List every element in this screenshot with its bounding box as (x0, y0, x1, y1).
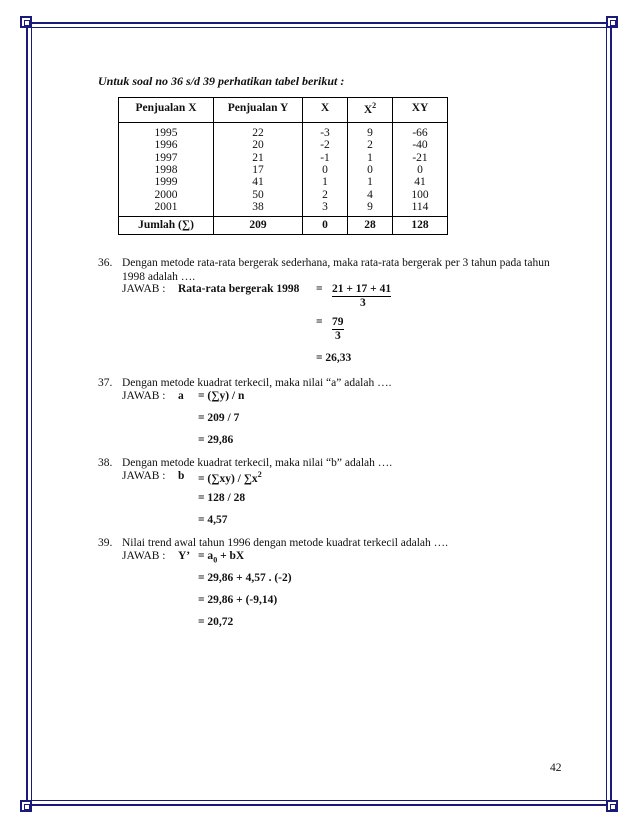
table-cell: 2 (303, 189, 348, 201)
corner-ornament (606, 800, 618, 812)
formula-text: = (∑xy) / ∑x (198, 472, 258, 485)
table-cell: 41 (393, 176, 448, 188)
fraction-denominator: 3 (335, 330, 341, 342)
table-cell: 1999 (119, 176, 214, 188)
intro-text: Untuk soal no 36 s/d 39 perhatikan tabel berikut : (98, 74, 345, 88)
question-number: 39. (98, 537, 113, 549)
corner-ornament (20, 16, 32, 28)
table-cell: 1995 (119, 122, 214, 139)
answer-label: Rata-rata bergerak 1998 (178, 283, 300, 295)
table-cell: -40 (393, 139, 448, 151)
fraction-numerator: 79 (332, 316, 344, 328)
corner-ornament (20, 800, 32, 812)
table-cell: 9 (348, 122, 393, 139)
total-label: Jumlah (∑) (119, 216, 214, 234)
answer-step (198, 550, 244, 564)
table-cell: 2 (348, 139, 393, 151)
header-xy: XY (393, 98, 448, 123)
formula-text: = a (198, 550, 214, 562)
table-cell: 4 (348, 189, 393, 201)
question-text: Dengan metode rata-rata bergerak sederhana, maka rata-rata bergerak per 3 tahun pada tahun 1998 adalah …. (122, 257, 550, 283)
answer-step: = 128 / 28 (198, 492, 246, 504)
fraction-numerator: 21 + 17 + 41 (332, 283, 392, 295)
corner-ornament (606, 16, 618, 28)
answer-variable: a (178, 390, 184, 402)
question-number: 37. (98, 377, 113, 389)
table-cell: 20 (214, 139, 303, 151)
jawab-label: JAWAB : (122, 283, 166, 295)
jawab-label: JAWAB : (122, 390, 166, 402)
total-cell: 128 (393, 216, 448, 234)
question-text: Dengan metode kuadrat terkecil, maka nilai “b” adalah …. (122, 457, 393, 469)
equals-sign: = (316, 316, 323, 328)
question-number: 38. (98, 457, 113, 469)
table-header-row (119, 98, 448, 123)
header-x-squared: $X^2$ (348, 98, 393, 123)
table-cell: 17 (214, 164, 303, 176)
table-row (119, 122, 448, 139)
table-cell: 1997 (119, 152, 214, 164)
total-cell: 209 (214, 216, 303, 234)
table-cell: 22 (214, 122, 303, 139)
superscript: 2 (257, 470, 262, 479)
table-cell: 114 (393, 201, 448, 216)
page-number: 42 (550, 762, 562, 774)
jawab-label: JAWAB : (122, 470, 166, 482)
table-cell: 9 (348, 201, 393, 216)
subscript: 0 (213, 555, 218, 565)
table-total-row (119, 216, 448, 234)
answer-step: = 209 / 7 (198, 412, 240, 424)
sales-table (118, 97, 448, 235)
table-cell: 1 (348, 152, 393, 164)
question-number: 36. (98, 257, 113, 269)
answer-result: = 4,57 (198, 514, 228, 526)
table-cell: 0 (303, 164, 348, 176)
answer-step (198, 470, 262, 485)
answer-result: = 29,86 (198, 434, 234, 446)
table-cell: 0 (393, 164, 448, 176)
answer-step: = 29,86 + (-9,14) (198, 594, 278, 606)
equals-sign: = (316, 283, 323, 295)
superscript: 2 (372, 101, 377, 110)
table-row (119, 189, 448, 201)
answer-variable: b (178, 470, 185, 482)
table-cell: 0 (348, 164, 393, 176)
table-row (119, 176, 448, 188)
question-text: Dengan metode kuadrat terkecil, maka nilai “a” adalah …. (122, 377, 392, 389)
question-text: Nilai trend awal tahun 1996 dengan metode kuadrat terkecil adalah …. (122, 537, 449, 549)
table-cell: 1 (348, 176, 393, 188)
table-cell: -2 (303, 139, 348, 151)
total-cell: 0 (303, 216, 348, 234)
table-row (119, 201, 448, 216)
table-cell: 38 (214, 201, 303, 216)
table-cell: 50 (214, 189, 303, 201)
fraction-denominator: 3 (360, 297, 366, 309)
header-x: X (303, 98, 348, 123)
total-cell: 28 (348, 216, 393, 234)
table-cell: 2001 (119, 201, 214, 216)
table-row (119, 139, 448, 151)
table-cell: 2000 (119, 189, 214, 201)
answer-result: = 26,33 (316, 352, 352, 364)
answer-result: = 20,72 (198, 616, 234, 628)
table-cell: 41 (214, 176, 303, 188)
table-cell: 1998 (119, 164, 214, 176)
answer-variable: Y’ (178, 550, 191, 562)
answer-step: = 29,86 + 4,57 . (-2) (198, 572, 292, 584)
header-penjualan-y: Penjualan Y (214, 98, 303, 123)
formula-text: + bX (217, 550, 245, 562)
table-cell: 100 (393, 189, 448, 201)
table-cell: -1 (303, 152, 348, 164)
table-cell: 1 (303, 176, 348, 188)
answer-step: = (∑y) / n (198, 390, 245, 402)
table-cell: -21 (393, 152, 448, 164)
table-cell: 1996 (119, 139, 214, 151)
jawab-label: JAWAB : (122, 550, 166, 562)
table-cell: -3 (303, 122, 348, 139)
table-row (119, 152, 448, 164)
table-row (119, 164, 448, 176)
header-penjualan-x: Penjualan X (119, 98, 214, 123)
table-cell: -66 (393, 122, 448, 139)
table-cell: 21 (214, 152, 303, 164)
table-cell: 3 (303, 201, 348, 216)
